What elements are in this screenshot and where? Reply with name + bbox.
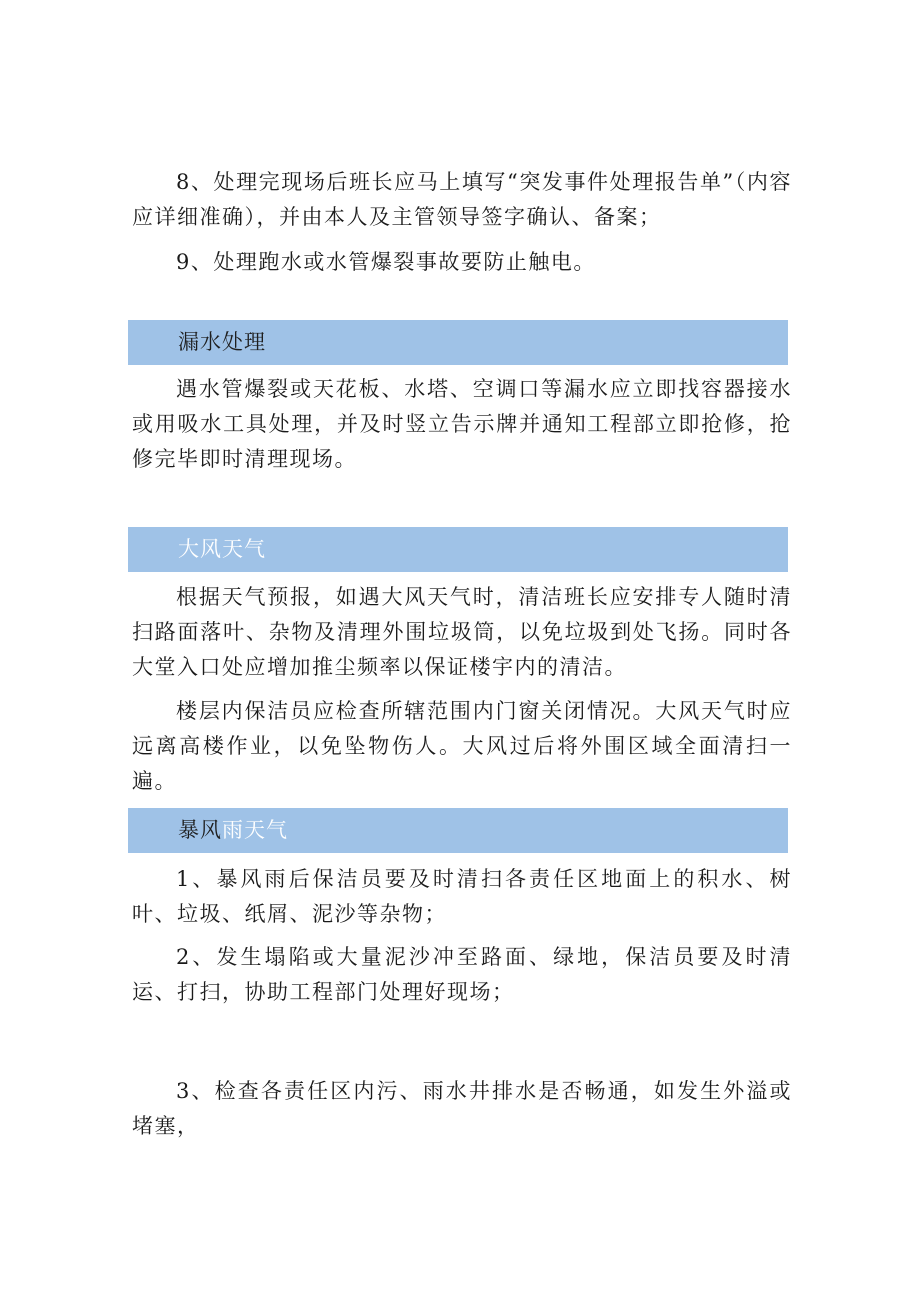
section-title-leak: 漏水处理	[178, 330, 266, 354]
paragraph-storm-2: 2、发生塌陷或大量泥沙冲至路面、绿地，保洁员要及时清运、打扫，协助工程部门处理好现场；	[132, 945, 792, 1004]
section-band-leak	[128, 320, 788, 365]
paragraph-item-9: 9、处理跑水或水管爆裂事故要防止触电。	[176, 250, 596, 274]
section-band-storm	[128, 808, 788, 853]
section-band-wind	[128, 527, 788, 572]
paragraph-item-8: 8、处理完现场后班长应马上填写“突发事件处理报告单”（内容应详细准确），并由本人及主管领导签字确认、备案；	[132, 170, 792, 229]
section-title-storm	[178, 816, 288, 844]
paragraph-storm-1: 1、暴风雨后保洁员要及时清扫各责任区地面上的积水、树叶、垃圾、纸屑、泥沙等杂物；	[132, 867, 792, 926]
section-title-storm-part2: 雨天气	[222, 818, 288, 842]
paragraph-wind-1: 根据天气预报，如遇大风天气时，清洁班长应安排专人随时清扫路面落叶、杂物及清理外围垃圾筒，以免垃圾到处飞扬。同时各大堂入口处应增加推尘频率以保证楼宇内的清洁。	[132, 585, 792, 679]
paragraph-storm-3: 3、检查各责任区内污、雨水井排水是否畅通，如发生外溢或堵塞，	[132, 1079, 792, 1138]
paragraph-leak: 遇水管爆裂或天花板、水塔、空调口等漏水应立即找容器接水或用吸水工具处理，并及时竖立告示牌并通知工程部立即抢修，抢修完毕即时清理现场。	[132, 377, 792, 471]
paragraph-wind-2: 楼层内保洁员应检查所辖范围内门窗关闭情况。大风天气时应远离高楼作业，以免坠物伤人。大风过后将外围区域全面清扫一遍。	[132, 699, 792, 793]
section-title-wind: 大风天气	[178, 537, 266, 561]
section-title-storm-part1: 暴风	[178, 818, 222, 842]
